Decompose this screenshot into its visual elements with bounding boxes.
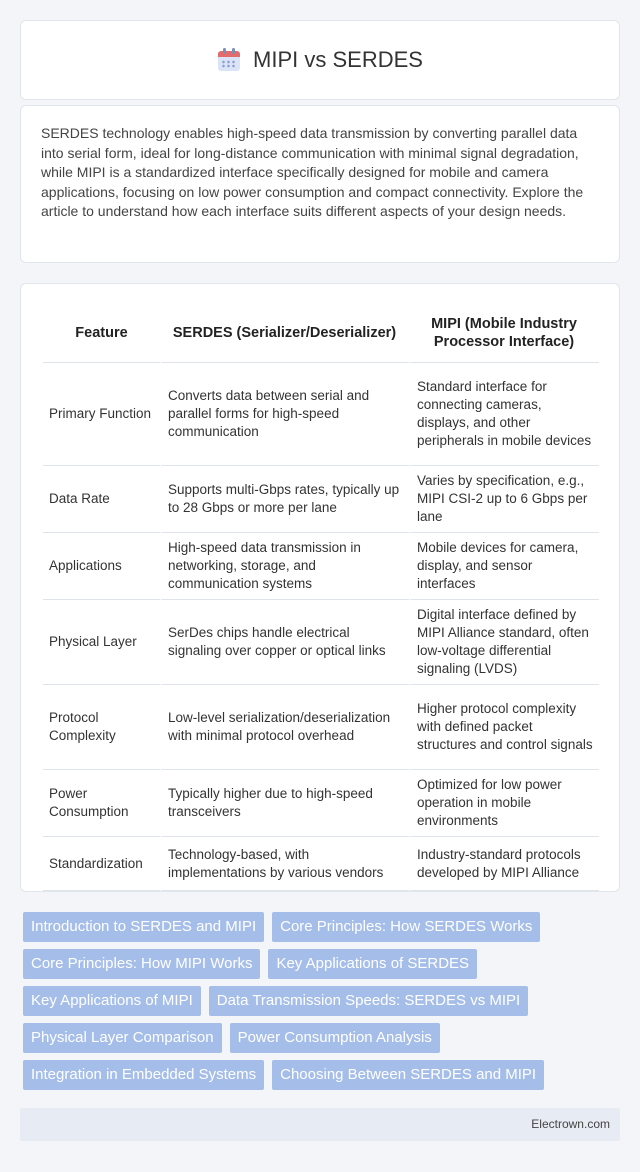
table-row	[43, 465, 599, 532]
comparison-table	[43, 298, 599, 891]
cell-feature: Data Rate	[43, 465, 160, 532]
comparison-table-card	[20, 283, 620, 892]
cell-mipi: Higher protocol complexity with defined packet structures and control signals	[409, 684, 599, 769]
cell-serdes: Typically higher due to high-speed transceivers	[160, 769, 409, 836]
calendar-icon	[217, 48, 241, 72]
tag-link[interactable]: Introduction to SERDES and MIPI	[23, 912, 264, 942]
tag-link[interactable]: Key Applications of MIPI	[23, 986, 201, 1016]
cell-serdes: Low-level serialization/deserialization with minimal protocol overhead	[160, 684, 409, 769]
cell-mipi: Optimized for low power operation in mobile environments	[409, 769, 599, 836]
intro-card	[20, 105, 620, 263]
cell-mipi: Digital interface defined by MIPI Alliance standard, often low-voltage differential signaling (LVDS)	[409, 599, 599, 684]
page-title: MIPI vs SERDES	[253, 47, 423, 72]
cell-feature: Protocol Complexity	[43, 684, 160, 769]
cell-mipi: Mobile devices for camera, display, and sensor interfaces	[409, 532, 599, 599]
tag-row	[20, 912, 620, 942]
tag-link[interactable]: Integration in Embedded Systems	[23, 1060, 264, 1090]
header-feature: Feature	[75, 325, 128, 341]
tag-link[interactable]: Core Principles: How MIPI Works	[23, 949, 260, 979]
tag-row	[20, 1060, 620, 1090]
table-row	[43, 362, 599, 465]
cell-serdes: Converts data between serial and parallel forms for high-speed communication	[160, 362, 409, 465]
header-serdes: SERDES (Serializer/Deserializer)	[172, 325, 397, 341]
table-row	[43, 532, 599, 599]
cell-feature: Applications	[43, 532, 160, 599]
tag-link[interactable]: Key Applications of SERDES	[268, 949, 477, 979]
footer-site-name: Electrown.com	[531, 1117, 610, 1131]
cell-mipi: Industry-standard protocols developed by MIPI Alliance	[409, 836, 599, 891]
table-row	[43, 599, 599, 684]
tag-link[interactable]: Power Consumption Analysis	[230, 1023, 440, 1053]
cell-serdes: Supports multi-Gbps rates, typically up to 28 Gbps or more per lane	[160, 465, 409, 532]
title-card	[20, 20, 620, 100]
cell-feature: Standardization	[43, 836, 160, 891]
cell-feature: Power Consumption	[43, 769, 160, 836]
tag-link[interactable]: Physical Layer Comparison	[23, 1023, 222, 1053]
tag-link[interactable]: Choosing Between SERDES and MIPI	[272, 1060, 544, 1090]
table-row	[43, 684, 599, 769]
intro-text: SERDES technology enables high-speed data transmission by converting parallel data into serial form, ideal for long-distance communication with minimal signal degradation, while MIPI is a standardized interface specifically designed for mobile and camera applications, focusing on low power consumption and compact connectivity. Explore the article to understand how each interface suits different aspects of your design needs.	[41, 125, 584, 219]
footer	[20, 1108, 620, 1141]
header-mipi: MIPI (Mobile Industry Processor Interface)	[431, 316, 577, 350]
table-header-row	[43, 298, 599, 362]
tag-link[interactable]: Data Transmission Speeds: SERDES vs MIPI	[209, 986, 528, 1016]
cell-serdes: High-speed data transmission in networking, storage, and communication systems	[160, 532, 409, 599]
cell-serdes: Technology-based, with implementations by various vendors	[160, 836, 409, 891]
tag-link[interactable]: Core Principles: How SERDES Works	[272, 912, 540, 942]
cell-feature: Physical Layer	[43, 599, 160, 684]
cell-mipi: Varies by specification, e.g., MIPI CSI-2 up to 6 Gbps per lane	[409, 465, 599, 532]
tag-row	[20, 986, 620, 1016]
table-row	[43, 836, 599, 891]
topic-tags	[20, 912, 620, 1097]
tag-row	[20, 1023, 620, 1053]
cell-mipi: Standard interface for connecting cameras, displays, and other peripherals in mobile devices	[409, 362, 599, 465]
tag-row	[20, 949, 620, 979]
cell-serdes: SerDes chips handle electrical signaling over copper or optical links	[160, 599, 409, 684]
table-row	[43, 769, 599, 836]
cell-feature: Primary Function	[43, 362, 160, 465]
